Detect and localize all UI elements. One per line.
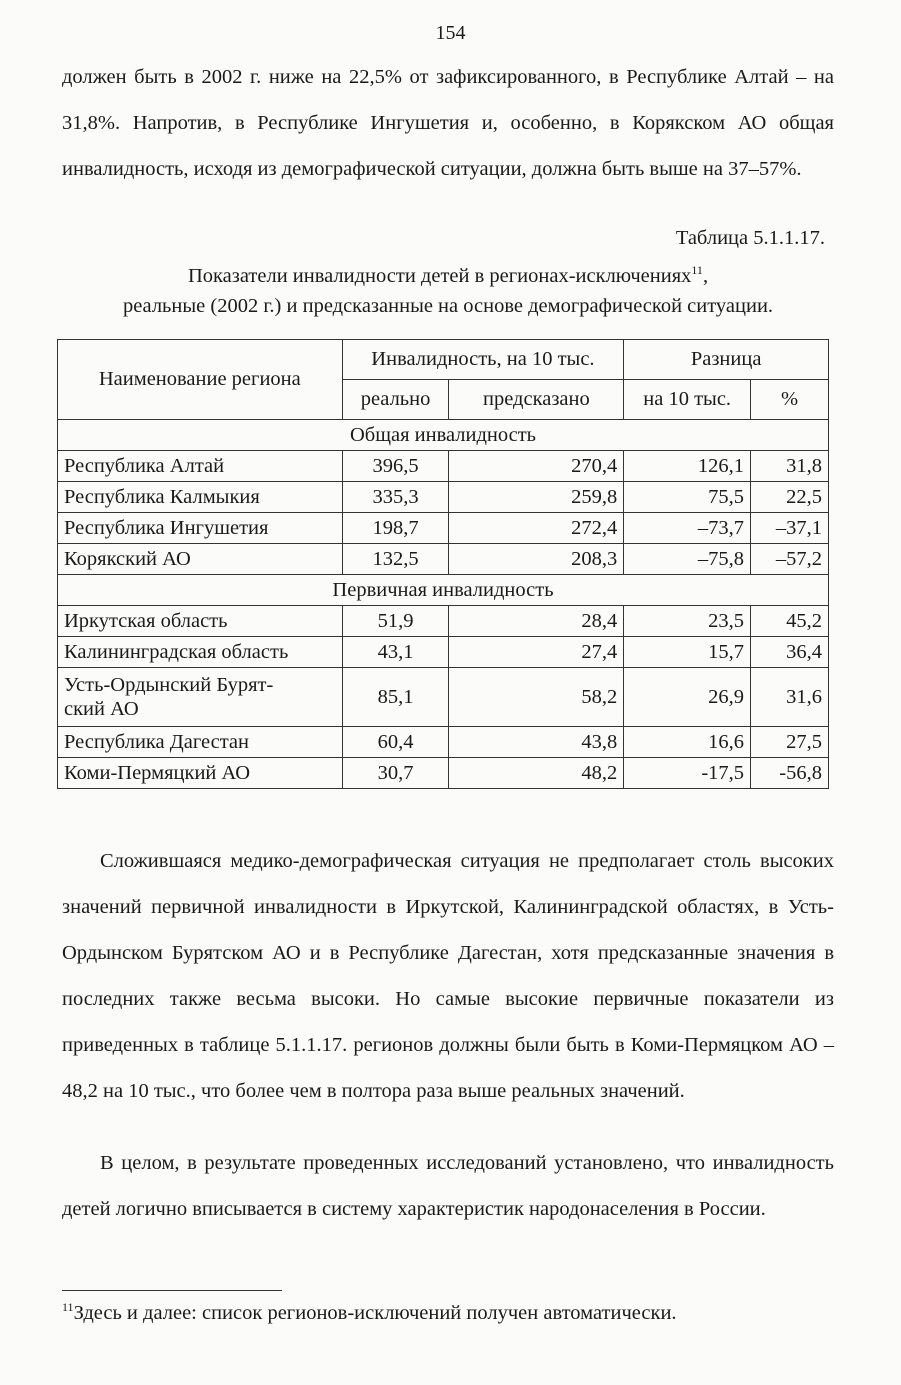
pct-cell: 22,5: [751, 482, 829, 513]
predicted-cell: 270,4: [449, 451, 624, 482]
header-real: реально: [342, 380, 449, 420]
table-row: [58, 482, 829, 513]
pct-cell: 36,4: [751, 637, 829, 668]
table-title-line2: реальные (2002 г.) и предсказанные на основе демографической ситуации.: [122, 294, 774, 317]
table-row: [58, 727, 829, 758]
body-paragraph-2: В целом, в результате проведенных исследований установлено, что инвалидность детей логично вписывается в систему характеристик народонаселения в России.: [62, 1152, 834, 1220]
table-row: [58, 668, 829, 727]
table-title: [60, 255, 836, 321]
page-number: 154: [435, 22, 466, 44]
header-predicted: предсказано: [449, 380, 624, 420]
region-cell: Коми-Пермяцкий АО: [58, 758, 343, 789]
table-row: [58, 637, 829, 668]
real-cell: 51,9: [342, 606, 449, 637]
footnote-mark: 11: [62, 1300, 74, 1314]
real-cell: 132,5: [342, 544, 449, 575]
predicted-cell: 48,2: [449, 758, 624, 789]
disability-table: [57, 339, 829, 789]
table-title-line1: Показатели инвалидности детей в регионах-исключениях: [187, 264, 692, 287]
region-cell: Калининградская область: [58, 637, 343, 668]
predicted-cell: 272,4: [449, 513, 624, 544]
header-difference: Разница: [624, 340, 829, 380]
predicted-cell: 43,8: [449, 727, 624, 758]
intro-paragraph: должен быть в 2002 г. ниже на 22,5% от зафиксированного, в Республике Алтай – на 31,8%. Напротив, в Республике Ингушетия и, особенно, в Корякском АО общая инвалидность, исходя из демографической ситуации, должна быть выше на 37–57%.: [62, 66, 834, 180]
real-cell: 30,7: [342, 758, 449, 789]
diff-cell: -17,5: [624, 758, 751, 789]
diff-cell: 26,9: [624, 668, 751, 727]
diff-cell: –73,7: [624, 513, 751, 544]
diff-cell: 16,6: [624, 727, 751, 758]
table-row: [58, 606, 829, 637]
footnote-text: Здесь и далее: список регионов-исключений получен автоматически.: [73, 1301, 677, 1324]
section-title: Общая инвалидность: [58, 420, 829, 451]
region-cell: [58, 668, 343, 727]
pct-cell: 45,2: [751, 606, 829, 637]
footnote: [62, 1300, 677, 1325]
header-disability: Инвалидность, на 10 тыс.: [342, 340, 624, 380]
region-cell: Республика Калмыкия: [58, 482, 343, 513]
footnote-reference: 11: [691, 263, 703, 277]
region-cell: Республика Дагестан: [58, 727, 343, 758]
real-cell: 335,3: [342, 482, 449, 513]
real-cell: 60,4: [342, 727, 449, 758]
pct-cell: -56,8: [751, 758, 829, 789]
table-caption: Таблица 5.1.1.17.: [675, 227, 825, 249]
pct-cell: 31,6: [751, 668, 829, 727]
real-cell: 396,5: [342, 451, 449, 482]
predicted-cell: 58,2: [449, 668, 624, 727]
predicted-cell: 28,4: [449, 606, 624, 637]
footnote-divider: [62, 1290, 282, 1291]
pct-cell: 27,5: [751, 727, 829, 758]
pct-cell: –57,2: [751, 544, 829, 575]
predicted-cell: 208,3: [449, 544, 624, 575]
diff-cell: 75,5: [624, 482, 751, 513]
predicted-cell: 27,4: [449, 637, 624, 668]
table-row: [58, 544, 829, 575]
table-row: [58, 513, 829, 544]
header-per10k: на 10 тыс.: [624, 380, 751, 420]
predicted-cell: 259,8: [449, 482, 624, 513]
real-cell: 85,1: [342, 668, 449, 727]
real-cell: 43,1: [342, 637, 449, 668]
region-cell: Корякский АО: [58, 544, 343, 575]
region-cell: Иркутская область: [58, 606, 343, 637]
pct-cell: –37,1: [751, 513, 829, 544]
table-title-comma: ,: [702, 264, 709, 287]
region-cell-line1: Усть-Ордынский Бурят-: [64, 674, 274, 696]
diff-cell: 15,7: [624, 637, 751, 668]
pct-cell: 31,8: [751, 451, 829, 482]
section-title: Первичная инвалидность: [58, 575, 829, 606]
region-cell: Республика Алтай: [58, 451, 343, 482]
body-paragraph-1: Сложившаяся медико-демографическая ситуация не предполагает столь высоких значений первичной инвалидности в Иркутской, Калининградской областях, в Усть-Ордынском Бурятском АО и в Республике Дагестан, хотя предсказанные значения в последних также весьма высоки. Но самые высокие первичные показатели из приведенных в таблице 5.1.1.17. регионов должны были быть в Коми-Пермяцком АО – 48,2 на 10 тыс., что более чем в полтора раза выше реальных значений.: [62, 850, 834, 1102]
header-percent: %: [751, 380, 829, 420]
real-cell: 198,7: [342, 513, 449, 544]
region-cell: Республика Ингушетия: [58, 513, 343, 544]
diff-cell: –75,8: [624, 544, 751, 575]
diff-cell: 23,5: [624, 606, 751, 637]
diff-cell: 126,1: [624, 451, 751, 482]
table-row: [58, 451, 829, 482]
table-row: [58, 758, 829, 789]
region-cell-line2: ский АО: [64, 698, 139, 720]
header-region: Наименование региона: [58, 340, 343, 420]
